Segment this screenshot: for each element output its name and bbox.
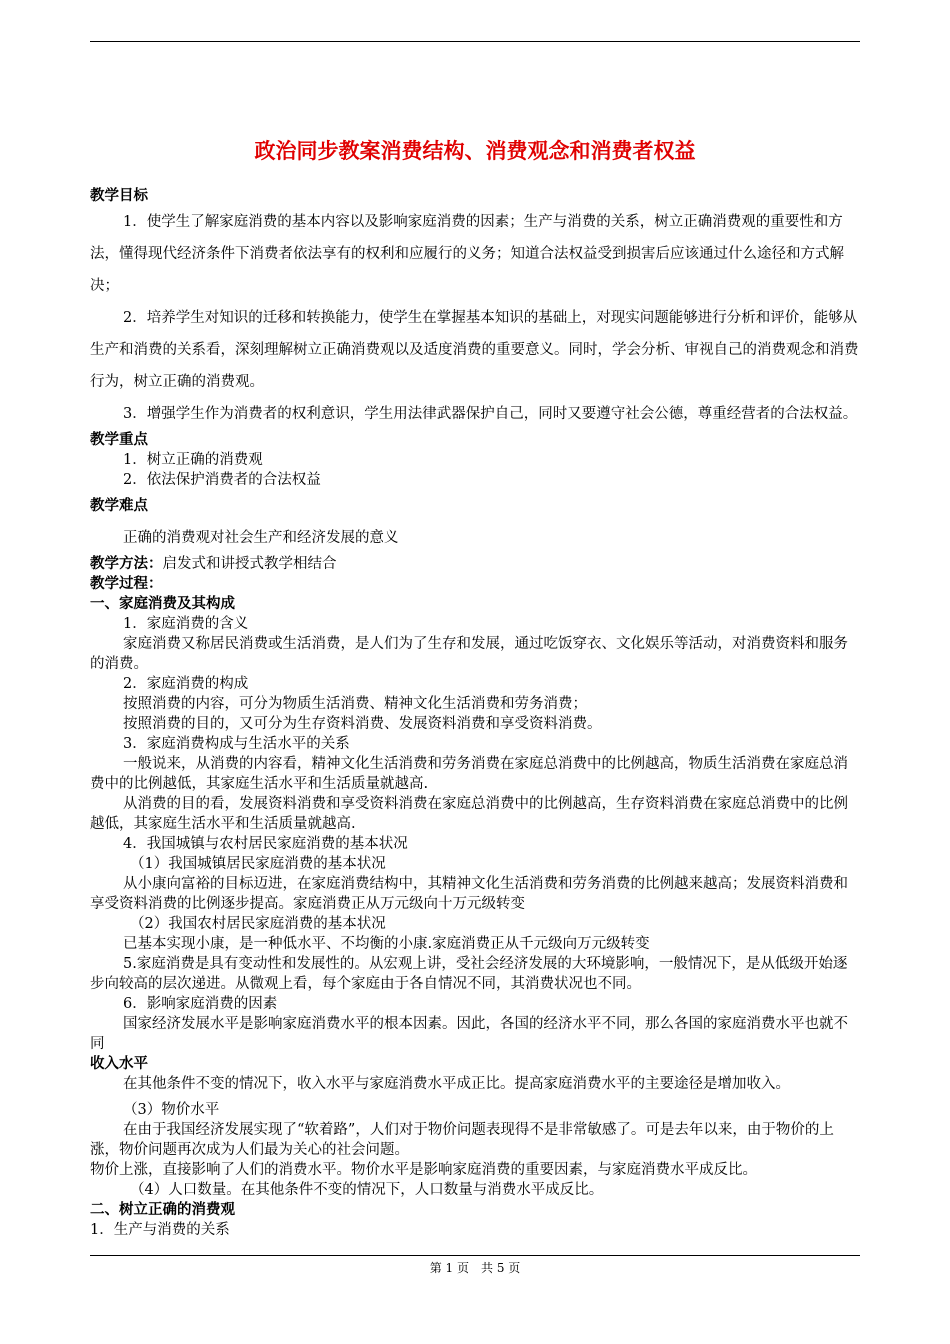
s1-text: 家庭消费又称居民消费或生活消费，是人们为了生存和发展，通过吃饭穿衣、文化娱乐等活动，对消费资料和服务的消费。 [90, 636, 848, 672]
population-text: （4）人口数量。在其他条件不变的情况下，人口数量与消费水平成反比。 [130, 1182, 604, 1198]
objective-3: 3．增强学生作为消费者的权利意识，学生用法律武器保护自己，同时又要遵守社会公德，尊重经营者的合法权益。 [123, 406, 858, 422]
key-points-heading: 教学重点 [90, 432, 148, 448]
footer-rule [90, 1255, 860, 1256]
document-body [90, 186, 860, 1240]
section2-heading: 二、树立正确的消费观 [90, 1202, 235, 1218]
header-rule [90, 41, 860, 42]
method-line [90, 554, 860, 574]
s3-paragraph-2: 从消费的目的看，发展资料消费和享受资料消费在家庭总消费中的比例越高，生存资料消费在家庭总消费中的比例越低，其家庭生活水平和生活质量就越高. [90, 796, 848, 832]
s3-title: 3．家庭消费构成与生活水平的关系 [123, 736, 350, 752]
process-heading: 教学过程： [90, 576, 163, 592]
price-paragraph-2: 物价上涨，直接影响了人们的消费水平。物价水平是影响家庭消费的重要因素，与家庭消费水平成反比。 [90, 1162, 757, 1178]
s3-paragraph-1: 一般说来，从消费的内容看，精神文化生活消费和劳务消费在家庭总消费中的比例越高，物质生活消费在家庭总消费中的比例越低，其家庭生活水平和生活质量就越高. [90, 756, 848, 792]
difficulty-text: 正确的消费观对社会生产和经济发展的意义 [123, 530, 399, 546]
s6-text: 国家经济发展水平是影响家庭消费水平的根本因素。因此，各国的经济水平不同，那么各国的家庭消费水平也就不同 [90, 1016, 848, 1052]
income-heading: 收入水平 [90, 1056, 148, 1072]
s4-1-text: 从小康向富裕的目标迈进，在家庭消费结构中，其精神文化生活消费和劳务消费的比例越来越高；发展资料消费和享受资料消费的比例逐步提高。家庭消费正从万元级向十万元级转变 [90, 876, 848, 912]
s2-line1: 按照消费的内容，可分为物质生活消费、精神文化生活消费和劳务消费； [123, 696, 587, 712]
objective-1: 1．使学生了解家庭消费的基本内容以及影响家庭消费的因素；生产与消费的关系，树立正确消费观的重要性和方法，懂得现代经济条件下消费者依法享有的权利和应履行的义务；知道合法权益受到损害后应该通过什么途径和方式解决； [90, 214, 844, 294]
s1-title: 1．家庭消费的含义 [123, 616, 249, 632]
price-paragraph-1: 在由于我国经济发展实现了“软着路”，人们对于物价问题表现得不是非常敏感了。可是去年以来，由于物价的上涨，物价问题再次成为人们最为关心的社会问题。 [90, 1122, 834, 1158]
s4-title: 4．我国城镇与农村居民家庭消费的基本状况 [123, 836, 408, 852]
s2-line2: 按照消费的目的，又可分为生存资料消费、发展资料消费和享受资料消费。 [123, 716, 602, 732]
s5-text: 5.家庭消费是具有变动性和发展性的。从宏观上讲，受社会经济发展的大环境影响，一般情况下，是从低级开始逐步向较高的层次递进。从微观上看，每个家庭由于各自情况不同，其消费状况也不同。 [90, 956, 848, 992]
section2-item-1: 1．生产与消费的关系 [90, 1222, 230, 1238]
s2-title: 2．家庭消费的构成 [123, 676, 249, 692]
page-title: 政治同步教案消费结构、消费观念和消费者权益 [254, 139, 696, 163]
objectives-heading: 教学目标 [90, 188, 148, 204]
s4-2-text: 已基本实现小康，是一种低水平、不均衡的小康.家庭消费正从千元级向万元级转变 [123, 936, 650, 952]
method-text: 启发式和讲授式教学相结合 [162, 556, 337, 572]
key-point-2: 2．依法保护消费者的合法权益 [123, 472, 321, 488]
objective-2: 2．培养学生对知识的迁移和转换能力，使学生在掌握基本知识的基础上，对现实问题能够进行分析和评价，能够从生产和消费的关系看，深刻理解树立正确消费观以及适度消费的重要意义。同时，学会分析、审视自己的消费观念和消费行为，树立正确的消费观。 [90, 310, 859, 390]
section1-heading: 一、家庭消费及其构成 [90, 596, 235, 612]
key-point-1: 1．树立正确的消费观 [123, 452, 263, 468]
income-text: 在其他条件不变的情况下，收入水平与家庭消费水平成正比。提高家庭消费水平的主要途径是增加收入。 [123, 1076, 790, 1092]
s4-2-title: （2）我国农村居民家庭消费的基本状况 [130, 916, 386, 932]
page-footer: 第 1 页 共 5 页 [429, 1261, 521, 1275]
price-title: （3）物价水平 [123, 1102, 220, 1118]
s4-1-title: （1）我国城镇居民家庭消费的基本状况 [130, 856, 386, 872]
method-label: 教学方法： [90, 556, 163, 572]
s6-title: 6．影响家庭消费的因素 [123, 996, 278, 1012]
difficulty-heading: 教学难点 [90, 498, 148, 514]
